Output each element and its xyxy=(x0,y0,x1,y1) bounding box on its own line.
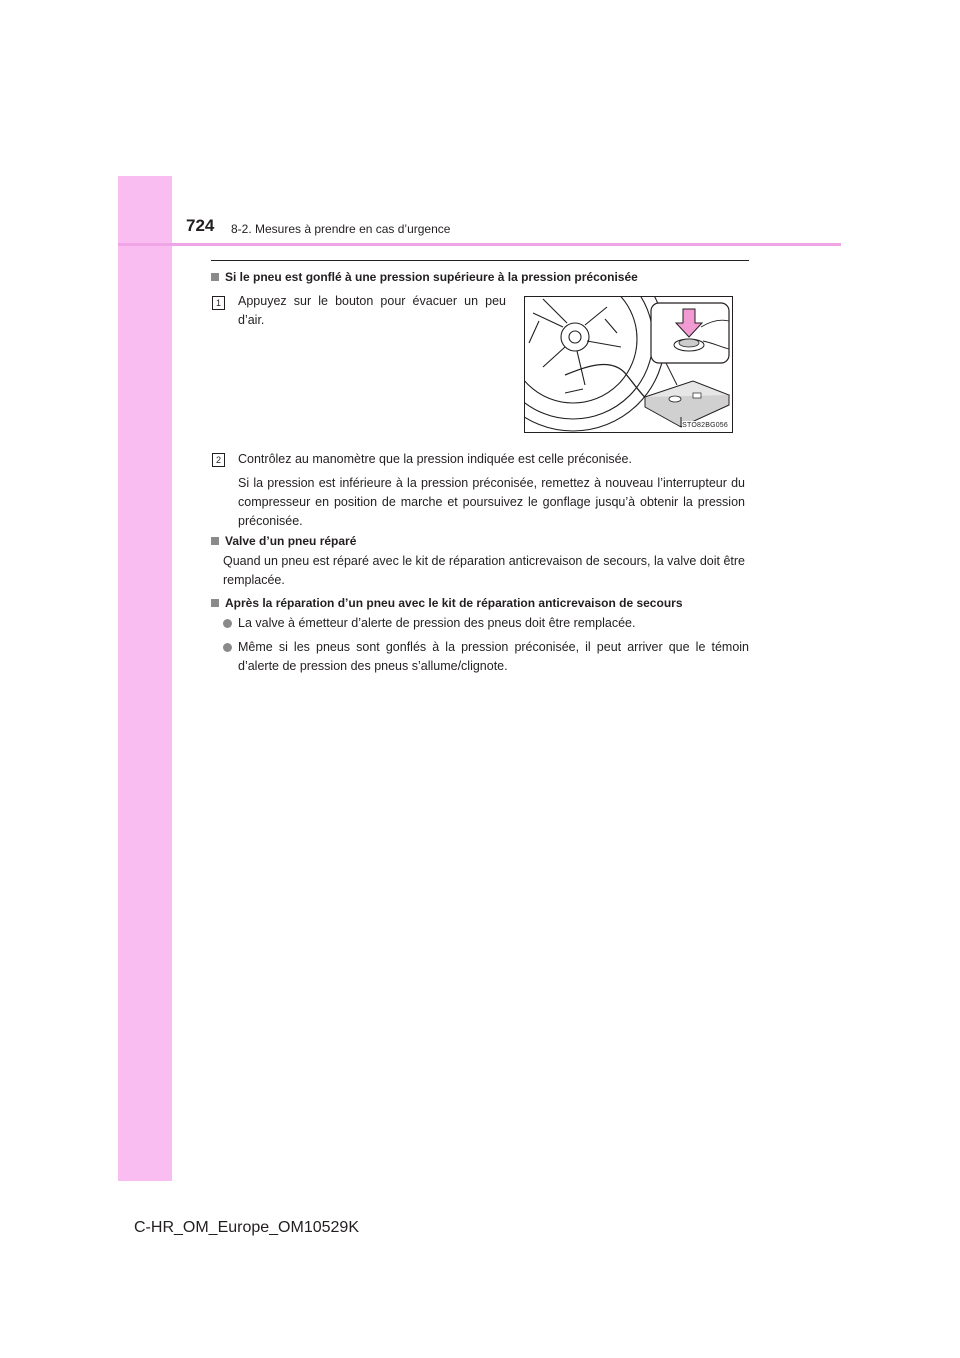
magnified-callout xyxy=(651,303,729,385)
content-top-rule xyxy=(211,260,749,261)
figure-code: STO82BG056 xyxy=(682,422,728,429)
step-number-badge: 1 xyxy=(212,296,225,310)
section-heading-text: Après la réparation d’un pneu avec le kit de réparation anticrevaison de secours xyxy=(225,596,683,610)
wheel-illustration xyxy=(525,297,665,431)
section-title: 8-2. Mesures à prendre en cas d’urgence xyxy=(231,222,451,236)
square-bullet-icon xyxy=(211,273,219,281)
document-id-footer: C-HR_OM_Europe_OM10529K xyxy=(134,1219,359,1236)
list-item-text: Même si les pneus sont gonflés à la pression préconisée, il peut arriver que le témoin d’alerte de pression des pneus s’allume/clignote. xyxy=(238,640,749,673)
header-rule xyxy=(118,243,841,246)
figure-tire-compressor xyxy=(524,296,733,433)
valve-paragraph: Quand un pneu est réparé avec le kit de réparation anticrevaison de secours, la valve doit être remplacée. xyxy=(223,554,745,587)
section-heading-overpressure xyxy=(211,269,638,285)
step-2-note: Si la pression est inférieure à la pression préconisée, remettez à nouveau l’interrupteur du compresseur en position de marche et poursuivez le gonflage jusqu’à obtenir la pression préconisée. xyxy=(238,476,745,528)
step-1-text: Appuyez sur le bouton pour évacuer un peu d’air. xyxy=(238,294,506,327)
section-heading-text: Valve d’un pneu réparé xyxy=(225,534,357,548)
page-number: 724 xyxy=(186,216,215,235)
round-bullet-icon xyxy=(223,643,232,652)
section-heading-text: Si le pneu est gonflé à une pression supérieure à la pression préconisée xyxy=(225,270,638,284)
list-item-text: La valve à émetteur d’alerte de pression des pneus doit être remplacée. xyxy=(238,616,636,630)
section-heading-valve xyxy=(211,533,356,549)
list-item xyxy=(223,638,749,676)
section-heading-after-repair xyxy=(211,595,683,611)
round-bullet-icon xyxy=(223,619,232,628)
square-bullet-icon xyxy=(211,537,219,545)
chapter-tab-sidebar xyxy=(118,176,172,1181)
step-2-text: Contrôlez au manomètre que la pression indiquée est celle préconisée. xyxy=(238,452,632,466)
list-item xyxy=(223,614,749,633)
step-number-badge: 2 xyxy=(212,453,225,467)
square-bullet-icon xyxy=(211,599,219,607)
tire-compressor-illustration xyxy=(525,297,732,432)
